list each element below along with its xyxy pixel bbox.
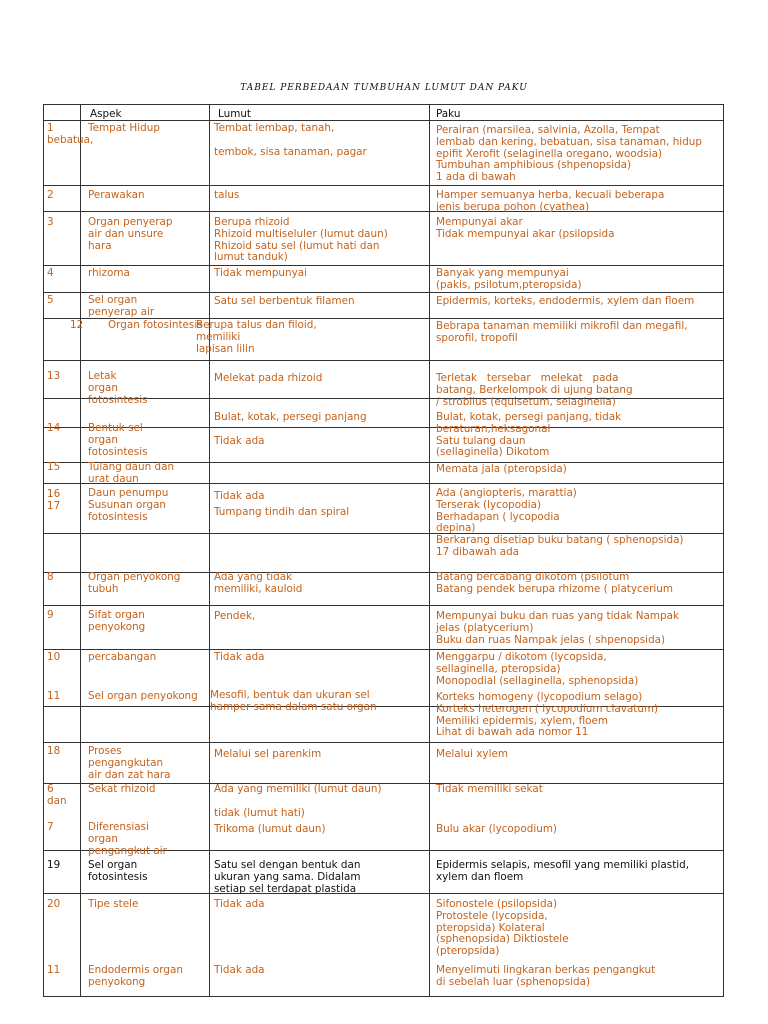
lumut-cell: Satu sel dengan bentuk dan ukuran yang sama. Didalam setiap sel terdapat plastida bbox=[214, 859, 361, 895]
lumut-cell: Ada yang tidak memiliki, kauloid bbox=[214, 571, 303, 595]
aspek-cell: Sifat organ penyokong bbox=[88, 609, 146, 633]
lumut-cell: Berupa talus dan filoid, memiliki lapisan lilin bbox=[196, 319, 317, 355]
aspek-cell: Proses pengangkutan air dan zat hara bbox=[88, 745, 171, 781]
row-number: 11 bbox=[47, 690, 61, 702]
paku-cell: Mempunyai buku dan ruas yang tidak Nampak jelas (platycerium) Buku dan ruas Nampak jelas ( shpenopsida) bbox=[436, 610, 679, 646]
paku-cell: Bulat, kotak, persegi panjang, tidak beraturan,heksagonal Satu tulang daun (sellaginella) Dikotom bbox=[436, 411, 622, 459]
lumut-cell: Tidak ada bbox=[214, 898, 265, 910]
lumut-cell: Bulat, kotak, persegi panjang Tidak ada bbox=[214, 411, 367, 447]
paku-cell: Korteks homogeny (lycopodium selago) Korteks heterogen ( lycopodium clavatum) Memiliki epidermis, xylem, floem Lihat di bawah ada nomor 11 bbox=[436, 691, 659, 739]
row-number: 20 bbox=[47, 898, 61, 910]
row-number: 1 bebatua, bbox=[47, 122, 94, 146]
lumut-cell: Tidak ada bbox=[214, 651, 265, 663]
row-number: 2 bbox=[47, 189, 54, 201]
row-number: 11 bbox=[47, 964, 61, 976]
aspek-cell: Organ fotosintesis bbox=[108, 319, 203, 331]
header-aspek: Aspek bbox=[90, 108, 122, 120]
aspek-cell: Bentuk sel organ fotosintesis bbox=[88, 422, 148, 458]
paku-cell: Batang bercabang dikotom (psilotum Batang pendek berupa rhizome ( platycerium bbox=[436, 571, 674, 595]
row-number: 5 bbox=[47, 294, 54, 306]
lumut-cell: Tembat lembap, tanah, tembok, sisa tanaman, pagar bbox=[214, 122, 367, 158]
paku-cell: Memata jala (pteropsida) bbox=[436, 463, 567, 475]
aspek-cell: Sel organ penyokong bbox=[88, 690, 198, 702]
header-paku: Paku bbox=[436, 108, 461, 120]
aspek-cell: percabangan bbox=[88, 651, 157, 663]
aspek-cell: Tulang daun dan urat daun bbox=[88, 461, 175, 485]
paku-cell: Terletak tersebar melekat pada batang, Berkelompok di ujung batang / strobilus (equisetum, selaginella) bbox=[436, 372, 633, 408]
header-lumut: Lumut bbox=[218, 108, 251, 120]
aspek-cell: Tipe stele bbox=[88, 898, 139, 910]
lumut-cell: Satu sel berbentuk filamen bbox=[214, 295, 355, 307]
paku-cell: Melalui xylem bbox=[436, 748, 508, 760]
aspek-cell: Letak organ fotosintesis bbox=[88, 370, 148, 406]
row-number: 14 bbox=[47, 422, 61, 434]
paku-cell: Menggarpu / dikotom (lycopsida, sellaginella, pteropsida) Monopodial (sellaginella, sphenopsida) bbox=[436, 651, 639, 687]
row-number: 7 bbox=[47, 821, 54, 833]
paku-cell: Epidermis selapis, mesofil yang memiliki plastid, xylem dan floem bbox=[436, 859, 690, 883]
aspek-cell: Diferensiasi organ pengangkut air bbox=[88, 821, 167, 857]
row-number: 12 bbox=[70, 319, 84, 331]
paku-cell: Menyelimuti lingkaran berkas pengangkut di sebelah luar (sphenopsida) bbox=[436, 964, 656, 988]
aspek-cell: Endodermis organ penyokong bbox=[88, 964, 183, 988]
lumut-cell: Mesofil, bentuk dan ukuran sel hamper sama dalam satu organ bbox=[210, 689, 377, 713]
paku-cell: Ada (angiopteris, marattia) Terserak (lycopodia) Berhadapan ( lycopodia depina) Berkarang disetiap buku batang ( sphenopsida) 17 dibawah ada bbox=[436, 487, 684, 558]
row-number: 15 bbox=[47, 461, 61, 473]
lumut-cell: Melalui sel parenkim bbox=[214, 748, 322, 760]
paku-cell: Mempunyai akar Tidak mempunyai akar (psilopsida bbox=[436, 216, 615, 240]
aspek-cell: Sel organ penyerap air bbox=[88, 294, 155, 318]
paku-cell: Hamper semuanya herba, kecuali beberapa jenis berupa pohon (cyathea) bbox=[436, 189, 665, 213]
paku-cell: Bebrapa tanaman memiliki mikrofil dan megafil, sporofil, tropofil bbox=[436, 320, 688, 344]
paku-cell: Sifonostele (psilopsida) Protostele (lycopsida, pteropsida) Kolateral (sphenopsida) Diktiostele (pteropsida) bbox=[436, 898, 569, 958]
row-number: 16 17 bbox=[47, 488, 61, 512]
row-number: 4 bbox=[47, 267, 54, 279]
row-number: 10 bbox=[47, 651, 61, 663]
paku-cell: Perairan (marsilea, salvinia, Azolla, Tempat lembab dan kering, bebatuan, sisa tanaman, hidup epifit Xerofit (selaginella oregano, woodsia) Tumbuhan amphibious (shpenopsida) 1 ada di bawah bbox=[436, 124, 702, 184]
paku-cell: Banyak yang mempunyai (pakis, psilotum,pteropsida) bbox=[436, 267, 582, 291]
page-title: TABEL PERBEDAAN TUMBUHAN LUMUT DAN PAKU bbox=[240, 83, 528, 93]
paku-cell: Bulu akar (lycopodium) bbox=[436, 823, 557, 835]
aspek-cell: Sel organ fotosintesis bbox=[88, 859, 148, 883]
row-number: 13 bbox=[47, 370, 61, 382]
lumut-cell: Tidak ada Tumpang tindih dan spiral bbox=[214, 490, 350, 518]
lumut-cell: Trikoma (lumut daun) bbox=[214, 823, 326, 835]
lumut-cell: talus bbox=[214, 189, 240, 201]
paku-cell: Epidermis, korteks, endodermis, xylem dan floem bbox=[436, 295, 695, 307]
aspek-cell: Perawakan bbox=[88, 189, 145, 201]
row-number: 8 bbox=[47, 571, 54, 583]
row-number: 6 dan bbox=[47, 783, 67, 807]
aspek-cell: Daun penumpu Susunan organ fotosintesis bbox=[88, 487, 169, 523]
aspek-cell: Tempat Hidup bbox=[88, 122, 160, 134]
paku-cell: Tidak memiliki sekat bbox=[436, 783, 543, 795]
aspek-cell: Organ penyerap air dan unsure hara bbox=[88, 216, 173, 252]
aspek-cell: rhizoma bbox=[88, 267, 130, 279]
lumut-cell: Tidak ada bbox=[214, 964, 265, 976]
lumut-cell: Tidak mempunyai bbox=[214, 267, 308, 279]
row-number: 9 bbox=[47, 609, 54, 621]
row-number: 18 bbox=[47, 745, 61, 757]
lumut-cell: Pendek, bbox=[214, 610, 256, 622]
row-number: 19 bbox=[47, 859, 61, 871]
lumut-cell: Ada yang memiliki (lumut daun) tidak (lumut hati) bbox=[214, 783, 382, 819]
row-number: 3 bbox=[47, 216, 54, 228]
aspek-cell: Sekat rhizoid bbox=[88, 783, 156, 795]
aspek-cell: Organ penyokong tubuh bbox=[88, 571, 181, 595]
lumut-cell: Berupa rhizoid Rhizoid multiseluler (lumut daun) Rhizoid satu sel (lumut hati dan lumut tanduk) bbox=[214, 216, 388, 264]
lumut-cell: Melekat pada rhizoid bbox=[214, 372, 323, 384]
